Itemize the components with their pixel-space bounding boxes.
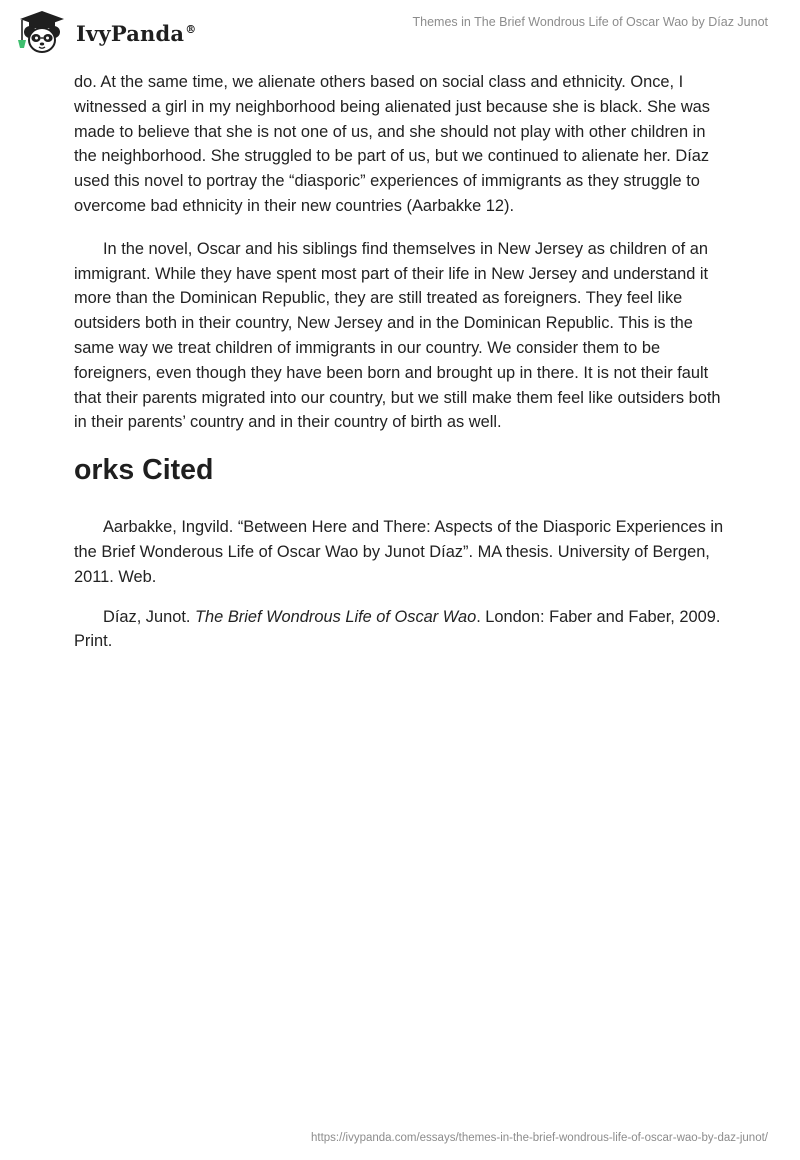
body-paragraph: In the novel, Oscar and his siblings find themselves in New Jersey as children of an immigrant. While they have spent most part of their life in New Jersey and understand it more than the Dominican Republic, they are still treated as foreigners. They feel like outsiders both in their country, New Jersey and in the Dominican Republic. This is the same way we treat children of immigrants in our country. We consider them to be foreigners, even though they have been born and brought up in there. It is not their fault that their parents migrated into our country, but we still make them feel like outsiders both in their parents’ country and in their country of birth as well. (74, 239, 721, 432)
reference-entry (74, 605, 728, 655)
document-running-title: Themes in The Brief Wondrous Life of Oscar Wao by Díaz Junot (412, 15, 768, 29)
reference-author: Díaz, Junot. (103, 607, 196, 626)
reference-entry: Aarbakke, Ingvild. “Between Here and There: Aspects of the Diasporic Experiences in the Brief Wonderous Life of Oscar Wao by Junot Díaz”. MA thesis. University of Bergen, 2011. Web. (74, 518, 724, 586)
works-cited-heading: orks Cited (74, 454, 214, 487)
ivypanda-logo[interactable] (14, 8, 196, 58)
logo-wordmark: IvyPanda® (76, 20, 197, 46)
reference-publication: . London: Faber and Faber, 2009. Print. (74, 607, 721, 651)
reference-title: The Brief Wondrous Life of Oscar Wao (195, 607, 477, 626)
body-paragraph: do. At the same time, we alienate others based on social class and ethnicity. Once, I witnessed a girl in my neighborhood being alienated just because she is black. She was made to believe that she is not one of us, and she should not play with other children in the neighborhood. She struggled to be part of us, but we continued to alienate her. Díaz used this novel to portray the “diasporic” experiences of immigrants as they struggle to overcome bad ethnicity in their new countries (Aarbakke 12). (74, 73, 710, 215)
page-header (0, 0, 800, 64)
source-url[interactable]: https://ivypanda.com/essays/themes-in-the-brief-wondrous-life-of-oscar-wao-by-daz-junot/ (311, 1132, 768, 1144)
essay-content (74, 70, 728, 669)
panda-graduate-logo-icon (14, 10, 70, 56)
